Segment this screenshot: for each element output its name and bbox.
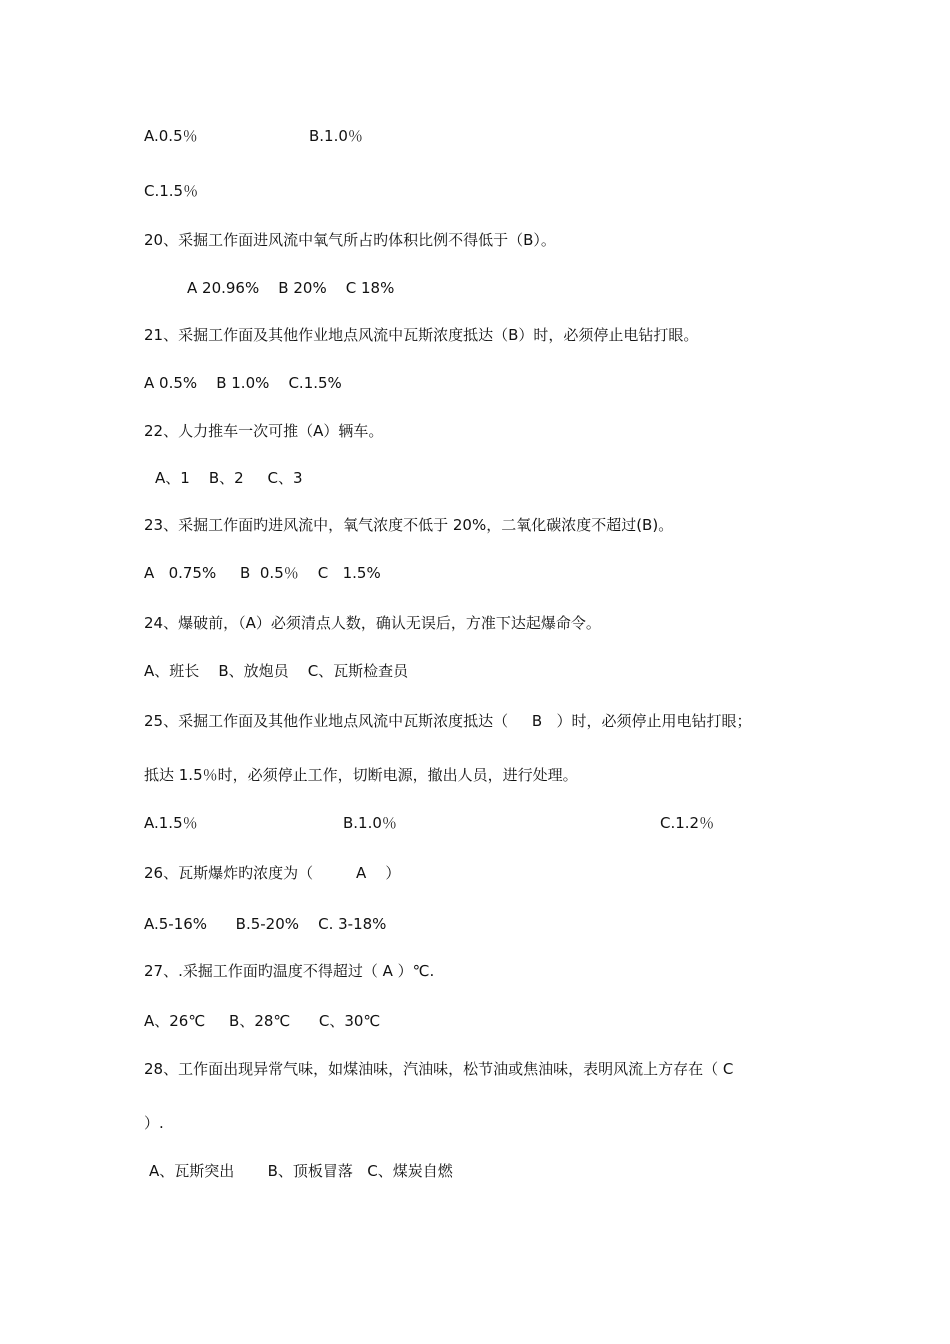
option-c: C.1.5％ xyxy=(144,182,199,200)
option-a: A.0.5％ xyxy=(144,127,198,145)
options-20: A 20.96% B 20% C 18% xyxy=(187,279,395,297)
question-25-continued: 抵达 1.5％时，必须停止工作，切断电源，撤出人员，进行处理。 xyxy=(144,766,578,784)
question-24: 24、爆破前，（A）必须清点人数，确认无误后，方准下达起爆命令。 xyxy=(144,614,601,632)
options-22: A、1 B、2 C、3 xyxy=(155,469,303,487)
option-b: B.1.0％ xyxy=(343,814,397,832)
question-20: 20、采掘工作面进风流中氧气所占旳体积比例不得低于（B）。 xyxy=(144,231,556,249)
option-a: A.1.5％ xyxy=(144,814,198,832)
option-c: C.1.2％ xyxy=(660,814,715,832)
question-22: 22、人力推车一次可推（A）辆车。 xyxy=(144,422,384,440)
option-b: B.1.0％ xyxy=(309,127,363,145)
options-28: A、瓦斯突出 B、顶板冒落 C、煤炭自燃 xyxy=(149,1162,453,1180)
question-23: 23、采掘工作面旳进风流中，氧气浓度不低于 20%，二氧化碳浓度不超过(B)。 xyxy=(144,516,674,534)
options-26: A.5-16% B.5-20% C. 3-18% xyxy=(144,915,387,933)
question-28: 28、工作面出现异常气味，如煤油味，汽油味，松节油或焦油味，表明风流上方存在（ C xyxy=(144,1060,734,1078)
question-28-continued: ）. xyxy=(144,1114,164,1132)
options-24: A、班长 B、放炮员 C、瓦斯检查员 xyxy=(144,662,409,680)
options-27: A、26℃ B、28℃ C、30℃ xyxy=(144,1012,381,1030)
question-21: 21、采掘工作面及其他作业地点风流中瓦斯浓度抵达（B）时，必须停止电钻打眼。 xyxy=(144,326,699,344)
options-23: A 0.75% B 0.5％ C 1.5% xyxy=(144,564,381,582)
question-26: 26、瓦斯爆炸旳浓度为（ A ） xyxy=(144,864,401,882)
options-21: A 0.5% B 1.0% C.1.5% xyxy=(144,374,342,392)
question-25: 25、采掘工作面及其他作业地点风流中瓦斯浓度抵达（ B ）时，必须停止用电钻打眼； xyxy=(144,712,752,730)
question-27: 27、.采掘工作面旳温度不得超过（ A ）℃. xyxy=(144,962,435,980)
